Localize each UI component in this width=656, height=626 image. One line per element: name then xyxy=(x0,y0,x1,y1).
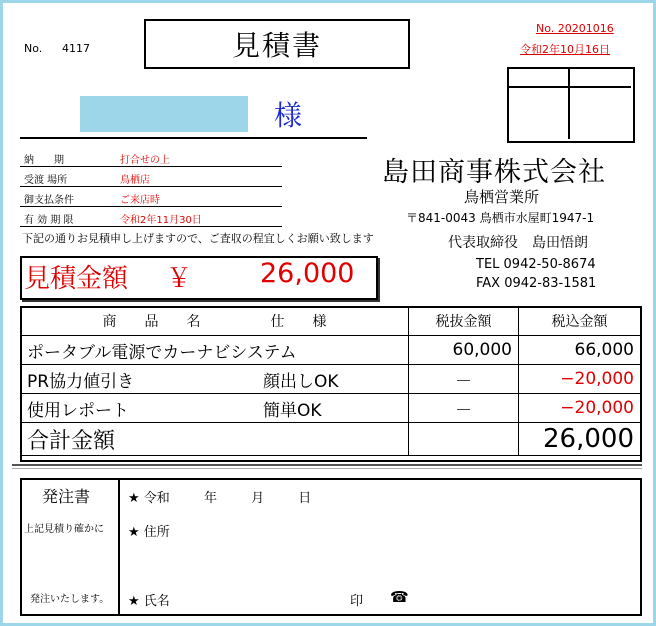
company-tel: TEL 0942-50-8674 xyxy=(476,257,596,272)
client-name-field[interactable] xyxy=(80,96,248,132)
document-title: 見積書 xyxy=(144,19,410,69)
client-honorific: 様 xyxy=(274,99,303,132)
stamp-divider-horizontal xyxy=(507,86,631,88)
section-divider xyxy=(12,464,642,466)
terms-value: ご来店時 xyxy=(120,195,160,206)
terms-label: 受渡 場所 xyxy=(24,175,68,186)
item-spec: 顔出しOK xyxy=(263,371,339,392)
order-date-field[interactable] xyxy=(128,487,341,506)
item-net: － xyxy=(409,394,519,423)
item-name-cell xyxy=(21,365,409,394)
items-table xyxy=(20,306,641,456)
seal-label: 印 xyxy=(350,594,364,609)
item-name-cell xyxy=(21,394,409,423)
company-name: 島田商事株式会社 xyxy=(382,157,606,188)
date-year-label: 年 xyxy=(203,491,217,506)
estimate-amount-label: 見積金額 xyxy=(24,264,129,294)
table-row xyxy=(21,365,641,394)
item-net: 60,000 xyxy=(409,336,519,365)
table-row xyxy=(21,394,641,423)
section-divider-thin xyxy=(12,468,642,469)
client-underline xyxy=(20,137,367,139)
estimate-notice: 下記の通りお見積申し上げますので、ご査収の程宜しくお願い致します xyxy=(22,232,374,245)
estimate-number-label: No. xyxy=(24,42,43,55)
order-note-line1: 上記見積り確かに xyxy=(24,524,104,535)
order-address-field[interactable]: ★ 住所 xyxy=(128,525,170,540)
item-name-cell xyxy=(21,336,409,365)
terms-label: 有 効 期 限 xyxy=(24,215,74,226)
table-header-row xyxy=(21,307,641,336)
terms-value: 打合せの上 xyxy=(120,155,170,166)
table-total-row xyxy=(21,423,641,456)
company-representative: 代表取締役 島田悟朗 xyxy=(448,235,588,251)
document-serial: No. 20201016 xyxy=(536,22,614,35)
order-form-title: 発注書 xyxy=(42,487,91,506)
date-month-label: 月 xyxy=(251,491,265,506)
phone-icon: ☎ xyxy=(390,588,409,606)
company-address: 〒841-0043 鳥栖市水屋町1947-1 xyxy=(406,211,595,225)
item-gross: −20,000 xyxy=(519,394,641,423)
terms-label: 御支払条件 xyxy=(24,195,74,206)
header-net-price: 税抜金額 xyxy=(409,307,519,336)
order-name-field[interactable]: ★ 氏名 xyxy=(128,594,170,609)
document-date: 令和2年10月16日 xyxy=(520,43,610,56)
item-spec: 簡単OK xyxy=(263,400,322,421)
terms-label: 納 期 xyxy=(24,155,64,166)
item-name: PR協力値引き xyxy=(27,371,135,392)
company-fax: FAX 0942-83-1581 xyxy=(476,276,597,291)
item-net: － xyxy=(409,365,519,394)
terms-row-payment xyxy=(20,188,282,207)
terms-row-delivery xyxy=(20,148,282,167)
terms-row-place xyxy=(20,168,282,187)
approval-stamp-box xyxy=(507,67,635,143)
table-row xyxy=(21,336,641,365)
item-name: 使用レポート xyxy=(27,400,129,421)
header-product-spec: 商 品 名 仕 様 xyxy=(21,307,409,336)
estimate-amount-value: 26,000 xyxy=(260,258,355,289)
yen-symbol: ￥ xyxy=(166,264,193,294)
date-day-label: 日 xyxy=(298,491,312,506)
terms-value: 令和2年11月30日 xyxy=(120,215,202,226)
estimate-number-value: 4117 xyxy=(62,42,90,55)
total-label: 合計金額 xyxy=(21,423,409,456)
company-branch: 鳥栖営業所 xyxy=(464,188,540,206)
terms-row-expiry xyxy=(20,208,282,227)
total-value: 26,000 xyxy=(519,423,641,456)
stamp-divider-vertical xyxy=(568,67,570,139)
item-gross: 66,000 xyxy=(519,336,641,365)
date-era-label: ★ 令和 xyxy=(128,491,170,506)
terms-value: 鳥栖店 xyxy=(120,175,150,186)
item-name: ポータブル電源でカーナビシステム xyxy=(27,342,297,363)
order-form-divider xyxy=(118,478,120,614)
item-gross: −20,000 xyxy=(519,365,641,394)
total-empty-cell xyxy=(409,423,519,456)
header-gross-price: 税込金額 xyxy=(519,307,641,336)
order-note-line2: 発注いたします。 xyxy=(30,594,110,605)
